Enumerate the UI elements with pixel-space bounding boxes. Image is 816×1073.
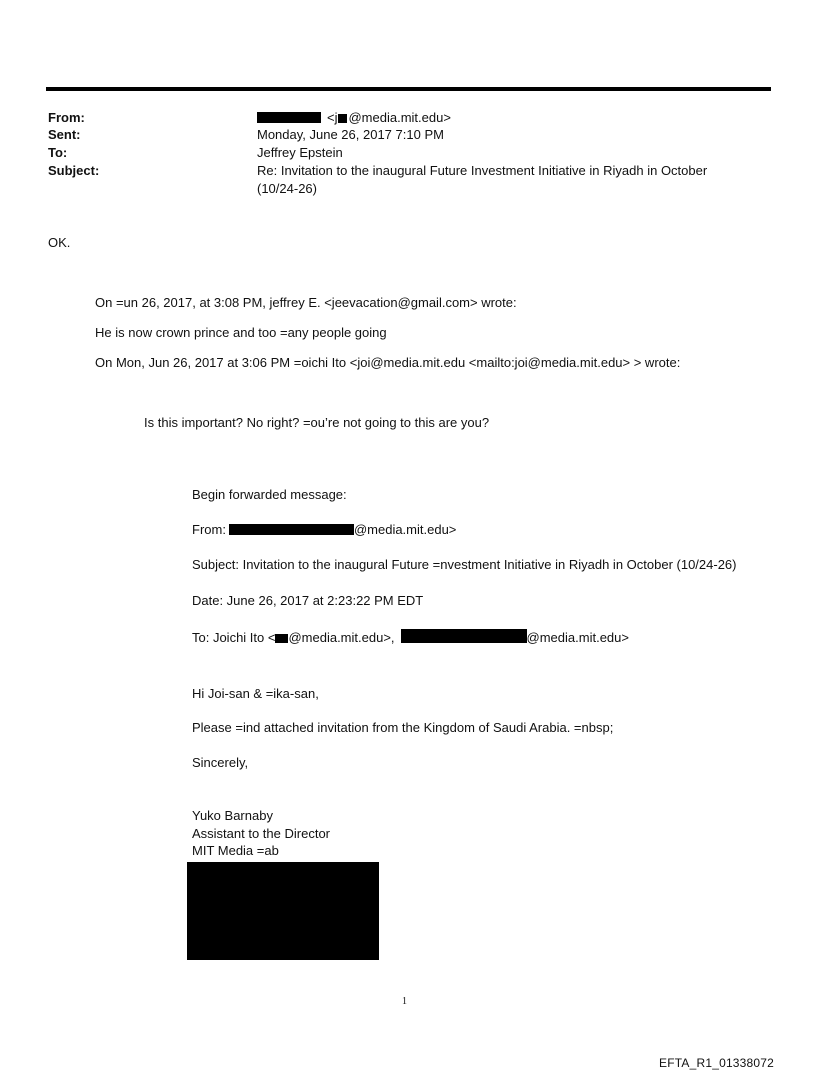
subject-label: Subject: (48, 163, 100, 178)
forward-subject: Subject: Invitation to the inaugural Future =nvestment Initiative in Riyadh in October (10/24-26) (192, 557, 737, 572)
to-value: Jeffrey Epstein (257, 145, 343, 160)
document-id: EFTA_R1_01338072 (659, 1056, 775, 1070)
redaction-block (257, 112, 266, 123)
from-label: From: (48, 110, 85, 125)
subject-value-line2: (10/24-26) (257, 181, 317, 196)
from-value (257, 110, 451, 125)
closing: Sincerely, (192, 755, 249, 770)
redaction-block (275, 634, 288, 643)
signature-title: Assistant to the Director (192, 826, 330, 841)
forward-from-domain: @media.mit.edu> (353, 522, 457, 537)
to-label: To: (48, 145, 68, 160)
header-rule (46, 87, 771, 91)
subject-value-line1: Re: Invitation to the inaugural Future Investment Initiative in Riyadh in October (257, 163, 708, 178)
redaction-block (266, 112, 321, 123)
signature-name: Yuko Barnaby (192, 808, 273, 823)
from-domain: @media.mit.edu> (348, 110, 451, 125)
forward-date: Date: June 26, 2017 at 2:23:22 PM EDT (192, 593, 424, 608)
redaction-block (229, 524, 354, 535)
sent-value: Monday, June 26, 2017 7:10 PM (257, 127, 444, 142)
quote1-header: On =un 26, 2017, at 3:08 PM, jeffrey E. <jeevacation@gmail.com> wrote: (95, 295, 517, 310)
sent-label: Sent: (48, 127, 81, 142)
forward-to (192, 629, 629, 645)
quote1-text: He is now crown prince and too =any people going (95, 325, 387, 340)
signature-org: MIT Media =ab (192, 843, 279, 858)
greeting: Hi Joi-san & =ika-san, (192, 686, 319, 701)
reply-text: OK. (48, 235, 71, 250)
quote2-text: Is this important? No right? =ou’re not going to this are you? (144, 415, 490, 430)
message-text: Please =ind attached invitation from the Kingdom of Saudi Arabia. =nbsp; (192, 720, 614, 735)
signature-redaction-block (187, 862, 379, 960)
quote2-header: On Mon, Jun 26, 2017 at 3:06 PM =oichi Ito <joi@media.mit.edu <mailto:joi@media.mit.edu> > wrote: (95, 355, 681, 370)
forward-from (192, 522, 456, 537)
forward-from-label: From: (192, 522, 226, 537)
from-bracket: <j (327, 110, 338, 125)
redaction-block (401, 629, 527, 643)
forward-intro: Begin forwarded message: (192, 487, 347, 502)
forward-to-mid: @media.mit.edu>, (288, 630, 395, 645)
forward-to-end: @media.mit.edu> (526, 630, 629, 645)
forward-to-prefix: To: Joichi Ito < (192, 630, 276, 645)
page-number: 1 (402, 996, 407, 1007)
redaction-block (338, 114, 347, 123)
